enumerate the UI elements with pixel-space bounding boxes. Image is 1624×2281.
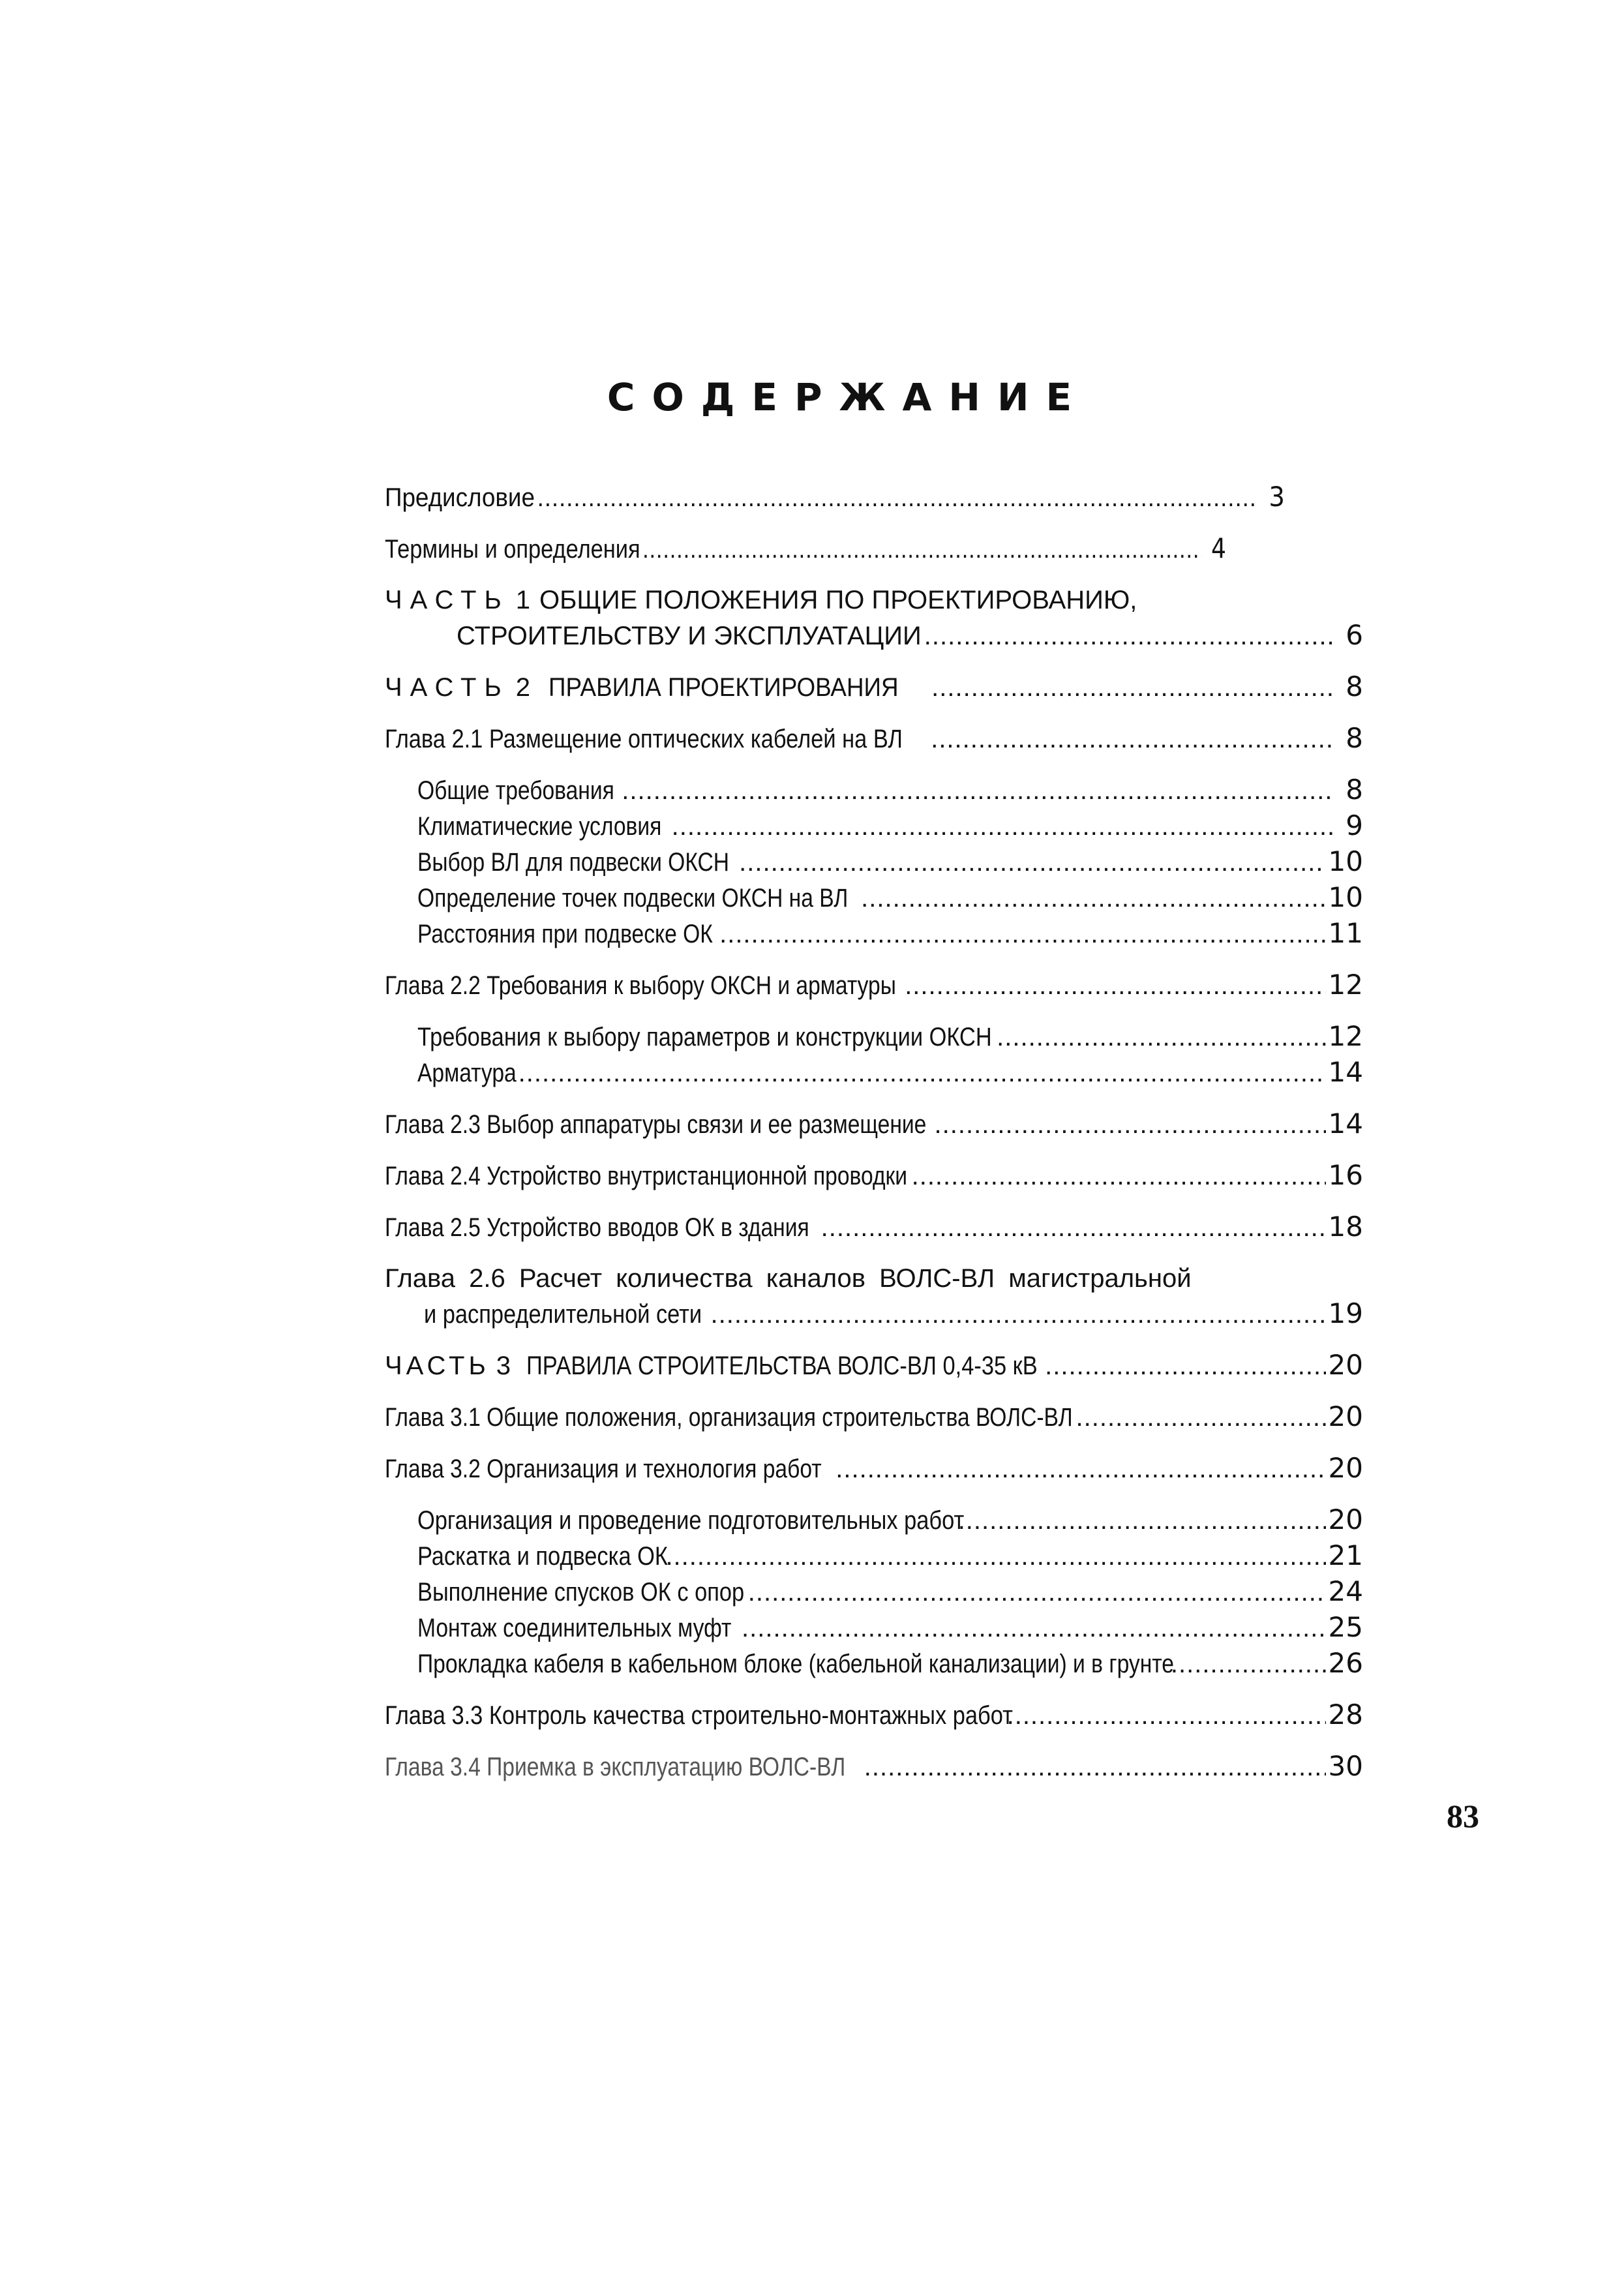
toc-entry-page: 20	[1328, 1400, 1363, 1432]
dot-leader	[537, 480, 1259, 515]
toc-chapter-3-4[interactable]	[385, 1749, 1363, 1785]
toc-chapter-2-6[interactable]	[385, 1261, 1363, 1332]
toc-section-duct-laying[interactable]	[385, 1646, 1363, 1682]
toc-entry-label: Глава 3.2 Организация и технология работ	[385, 1455, 822, 1483]
toc-part-1-line2	[385, 618, 1363, 654]
part-title-line1: ОБЩИЕ ПОЛОЖЕНИЯ ПО ПРОЕКТИРОВАНИЮ,	[539, 586, 1137, 614]
toc-entry-page: 14	[1328, 1056, 1363, 1088]
toc-section-fittings[interactable]	[385, 1055, 1363, 1091]
toc-section-distances[interactable]	[385, 916, 1363, 952]
toc-entry-label	[385, 670, 929, 705]
dot-leader	[739, 845, 1325, 880]
toc-entry-label: Термины и определения	[385, 535, 640, 564]
toc-part-3[interactable]	[385, 1348, 1363, 1383]
toc-chapter-3-3[interactable]	[385, 1697, 1363, 1733]
toc-entry-page: 8	[1346, 671, 1363, 702]
toc-entry-label: Глава 2.1 Размещение оптических кабелей на ВЛ	[385, 725, 903, 753]
toc-section-preparatory-works[interactable]	[385, 1502, 1363, 1538]
dot-leader	[742, 1610, 1326, 1646]
toc-entry-label: Глава 3.1 Общие положения, организация строительства ВОЛС-ВЛ	[385, 1403, 1073, 1432]
dot-leader	[821, 1210, 1326, 1245]
dot-leader	[665, 1539, 1325, 1574]
part-keyword: ЧАСТЬ	[385, 1352, 490, 1380]
toc-entry-page: 12	[1328, 1020, 1363, 1052]
toc-entry-page: 10	[1328, 881, 1363, 913]
page-number: 83	[1447, 1798, 1479, 1834]
toc-entry-page: 12	[1328, 969, 1363, 1001]
part-title: ПРАВИЛА СТРОИТЕЛЬСТВА ВОЛС-ВЛ 0,4-35 кВ	[526, 1352, 1038, 1380]
toc-entry-label: Глава 3.3 Контроль качества строительно-монтажных работ	[385, 1701, 1013, 1730]
part-title: ПРАВИЛА ПРОЕКТИРОВАНИЯ	[548, 673, 899, 702]
dot-leader	[672, 809, 1334, 844]
toc-entry-label: Организация и проведение подготовительных работ	[417, 1506, 965, 1535]
toc-entry-label: Монтаж соединительных муфт	[417, 1614, 732, 1642]
toc-entry-label: Климатические условия	[417, 812, 662, 841]
toc-entry-page: 16	[1328, 1159, 1363, 1191]
toc-entry-label: Выполнение спусков ОК с опор	[417, 1578, 745, 1607]
toc-section-climate[interactable]	[385, 808, 1363, 844]
dot-leader	[1045, 1348, 1325, 1383]
toc-part-1[interactable]	[385, 582, 1363, 654]
dot-leader	[1076, 1400, 1326, 1435]
toc-entry-page: 20	[1328, 1503, 1363, 1535]
toc-title: СОДЕРЖАНИЕ	[607, 375, 1089, 419]
toc-chapter-2-5[interactable]	[385, 1209, 1363, 1245]
part-number: 3	[496, 1352, 511, 1380]
dot-leader	[864, 1749, 1326, 1785]
toc-chapter-2-6-line1: Глава 2.6 Расчет количества каналов ВОЛС-ВЛ магистральной	[385, 1264, 1192, 1293]
toc-section-general-requirements[interactable]	[385, 772, 1363, 808]
part-keyword: ЧАСТЬ	[385, 586, 509, 614]
toc-section-cable-params[interactable]	[385, 1019, 1363, 1055]
toc-chapter-3-1[interactable]	[385, 1399, 1363, 1435]
toc-entry-page: 20	[1328, 1452, 1363, 1484]
toc-section-cable-laying[interactable]	[385, 1538, 1363, 1574]
dot-leader	[748, 1575, 1326, 1610]
dot-leader	[642, 532, 1201, 567]
dot-leader	[912, 1158, 1326, 1194]
toc-entry-label: Раскатка и подвеска ОК	[417, 1542, 668, 1571]
toc-chapter-3-2[interactable]	[385, 1451, 1363, 1487]
toc-entry-page: 25	[1328, 1611, 1363, 1643]
toc-entry-label: СТРОИТЕЛЬСТВУ И ЭКСПЛУАТАЦИИ	[457, 622, 922, 650]
toc-entry-label: и распределительной сети	[424, 1300, 702, 1329]
toc-entry-page: 11	[1328, 917, 1363, 949]
toc-chapter-2-4[interactable]	[385, 1158, 1363, 1194]
toc-entry-label: Предисловие	[385, 483, 535, 512]
toc-section-suspension-points[interactable]	[385, 880, 1363, 916]
toc-entry-page: 28	[1328, 1699, 1363, 1730]
toc-entry-page: 6	[1346, 619, 1363, 651]
toc-entry-page: 18	[1328, 1211, 1363, 1243]
dot-leader	[997, 1020, 1325, 1055]
dot-leader	[931, 721, 1334, 757]
toc-chapter-2-2[interactable]	[385, 967, 1363, 1003]
toc-entry-page: 20	[1328, 1349, 1363, 1381]
toc-entry-page: 24	[1328, 1575, 1363, 1607]
dot-leader	[1007, 1698, 1326, 1733]
toc-entry-label: Расстояния при подвеске ОК	[417, 920, 713, 948]
toc-entry-label: Определение точек подвески ОКСН на ВЛ	[417, 884, 849, 913]
toc-entry-label: Прокладка кабеля в кабельном блоке (кабельной канализации) и в грунте	[417, 1650, 1174, 1678]
toc-chapter-2-1[interactable]	[385, 721, 1363, 757]
toc-entry-label: Глава 2.3 Выбор аппаратуры связи и ее размещение	[385, 1110, 927, 1139]
table-of-contents	[385, 479, 1363, 1785]
toc-entry-page: 21	[1328, 1539, 1363, 1571]
toc-entry-page: 8	[1346, 774, 1363, 806]
dot-leader	[711, 1297, 1326, 1332]
toc-entry-page: 8	[1346, 722, 1363, 754]
toc-section-line-choice[interactable]	[385, 844, 1363, 880]
toc-part-2[interactable]	[385, 669, 1363, 705]
toc-entry-page: 19	[1328, 1297, 1363, 1329]
toc-entry-label: Глава 2.5 Устройство вводов ОК в здания	[385, 1213, 809, 1242]
dot-leader	[931, 670, 1334, 705]
toc-section-splice-closures[interactable]	[385, 1610, 1363, 1646]
toc-part-1-line1	[385, 582, 1363, 618]
toc-entry-page: 30	[1328, 1750, 1363, 1782]
toc-chapter-2-6-line2	[385, 1296, 1363, 1332]
toc-entry-preface[interactable]	[385, 479, 1285, 515]
toc-entry-page: 10	[1328, 845, 1363, 877]
toc-entry-label: Глава 2.4 Устройство внутристанционной проводки	[385, 1162, 908, 1190]
toc-entry-label: Глава 2.2 Требования к выбору ОКСН и арматуры	[385, 971, 896, 1000]
toc-entry-label: Глава 3.4 Приемка в эксплуатацию ВОЛС-ВЛ	[385, 1753, 846, 1781]
toc-entry-page: 26	[1328, 1647, 1363, 1679]
toc-entry-label: Общие требования	[417, 776, 614, 805]
toc-entry-label: Арматура	[417, 1059, 517, 1087]
dot-leader	[905, 968, 1325, 1003]
toc-entry-label: Выбор ВЛ для подвески ОКСН	[417, 848, 730, 877]
toc-entry-label	[385, 1348, 1042, 1383]
toc-entry-page: 9	[1346, 809, 1363, 841]
toc-entry-terms[interactable]	[385, 531, 1226, 567]
toc-entry-page: 4	[1211, 532, 1226, 564]
dot-leader	[519, 1055, 1326, 1091]
dot-leader	[958, 1503, 1326, 1538]
dot-leader	[622, 773, 1334, 808]
toc-section-descents[interactable]	[385, 1574, 1363, 1610]
dot-leader	[1171, 1646, 1326, 1682]
toc-chapter-2-3[interactable]	[385, 1106, 1363, 1142]
toc-entry-label: Требования к выбору параметров и конструкции ОКСН	[417, 1023, 992, 1051]
part-number: 2	[515, 673, 530, 702]
dot-leader	[719, 916, 1325, 952]
dot-leader	[835, 1451, 1325, 1487]
dot-leader	[924, 618, 1334, 654]
part-number: 1	[515, 586, 530, 614]
part-keyword: ЧАСТЬ	[385, 673, 509, 702]
dot-leader	[861, 881, 1325, 916]
dot-leader	[935, 1107, 1326, 1142]
toc-entry-page: 3	[1269, 481, 1285, 513]
toc-entry-page: 14	[1328, 1108, 1363, 1140]
